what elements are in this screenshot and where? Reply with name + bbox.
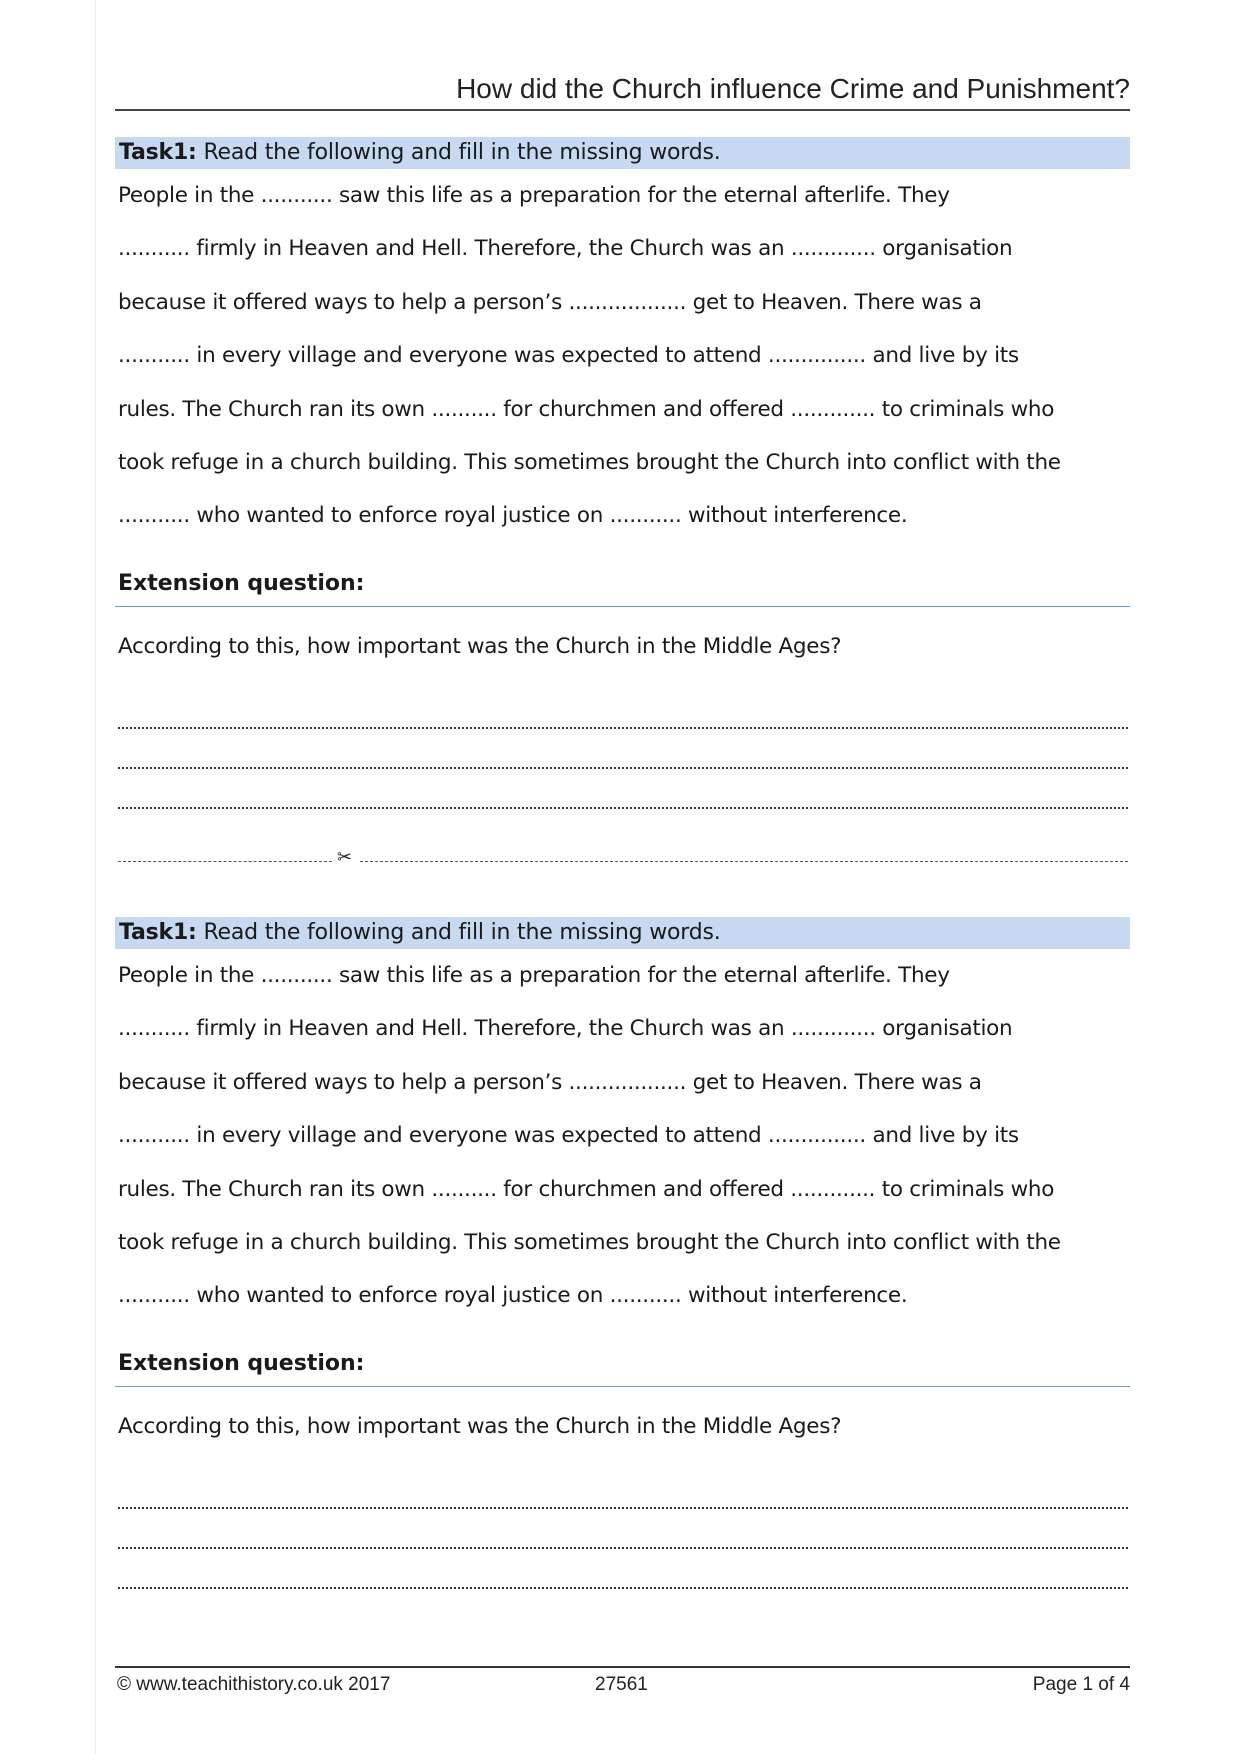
answer-line[interactable]	[118, 1507, 1128, 1509]
answer-line[interactable]	[118, 727, 1128, 729]
extension-heading: Extension question:	[118, 571, 365, 596]
cut-line	[118, 847, 1128, 868]
extension-rule	[115, 1386, 1130, 1387]
task-heading	[115, 137, 1130, 169]
extension-heading: Extension question:	[118, 1351, 365, 1376]
paragraph-line: People in the ........... saw this life as a preparation for the eternal afterlife. They	[118, 183, 950, 208]
paragraph-line: took refuge in a church building. This sometimes brought the Church into conflict with the	[118, 449, 1061, 475]
answer-line[interactable]	[118, 1547, 1128, 1549]
scissors-icon: ✂	[337, 847, 353, 868]
answer-line[interactable]	[118, 807, 1128, 809]
cut-dash-left	[118, 861, 332, 862]
task-label: Task1:	[119, 920, 197, 945]
paragraph-line: ........... in every village and everyone was expected to attend ............... and live by its	[118, 343, 1019, 369]
paragraph-line: ........... who wanted to enforce royal justice on ........... without interference.	[118, 1283, 908, 1309]
worksheet-section-1	[115, 137, 1130, 897]
answer-line[interactable]	[118, 767, 1128, 769]
paragraph-line: People in the ........... saw this life as a preparation for the eternal afterlife. They	[118, 963, 950, 988]
paragraph-line: ........... firmly in Heaven and Hell. Therefore, the Church was an ............. organisation	[118, 236, 1013, 262]
fill-in-paragraph	[115, 169, 1130, 543]
paragraph-line: rules. The Church ran its own .......... for churchmen and offered ............. to criminals who	[118, 396, 1055, 422]
task-heading	[115, 917, 1130, 949]
paragraph-line: ........... who wanted to enforce royal justice on ........... without interference.	[118, 503, 908, 529]
paragraph-line: because it offered ways to help a person’s .................. get to Heaven. There was a	[118, 289, 982, 315]
extension-rule	[115, 606, 1130, 607]
cut-dash-right	[360, 861, 1128, 862]
extension-question: According to this, how important was the Church in the Middle Ages?	[118, 634, 842, 659]
task-instruction: Read the following and fill in the missing words.	[196, 920, 721, 945]
answer-line[interactable]	[118, 1587, 1128, 1589]
paragraph-line: took refuge in a church building. This sometimes brought the Church into conflict with the	[118, 1229, 1061, 1255]
extension-question: According to this, how important was the Church in the Middle Ages?	[118, 1414, 842, 1439]
title-rule	[115, 109, 1130, 111]
footer-rule	[115, 1666, 1130, 1668]
footer-copyright: © www.teachithistory.co.uk 2017	[117, 1674, 391, 1695]
paragraph-line: because it offered ways to help a person’s .................. get to Heaven. There was a	[118, 1069, 982, 1095]
task-instruction: Read the following and fill in the missing words.	[196, 140, 721, 165]
task-label: Task1:	[119, 140, 197, 165]
footer-page-number: Page 1 of 4	[1032, 1674, 1130, 1695]
page-title: How did the Church influence Crime and Punishment?	[456, 73, 1130, 104]
worksheet-section-2	[115, 917, 1130, 1617]
paragraph-line: ........... firmly in Heaven and Hell. Therefore, the Church was an ............. organisation	[118, 1016, 1013, 1042]
paragraph-line: ........... in every village and everyone was expected to attend ............... and live by its	[118, 1123, 1019, 1149]
fill-in-paragraph	[115, 949, 1130, 1323]
footer-code: 27561	[595, 1674, 648, 1695]
page-margin-line	[95, 0, 96, 1754]
paragraph-line: rules. The Church ran its own .......... for churchmen and offered ............. to criminals who	[118, 1176, 1055, 1202]
